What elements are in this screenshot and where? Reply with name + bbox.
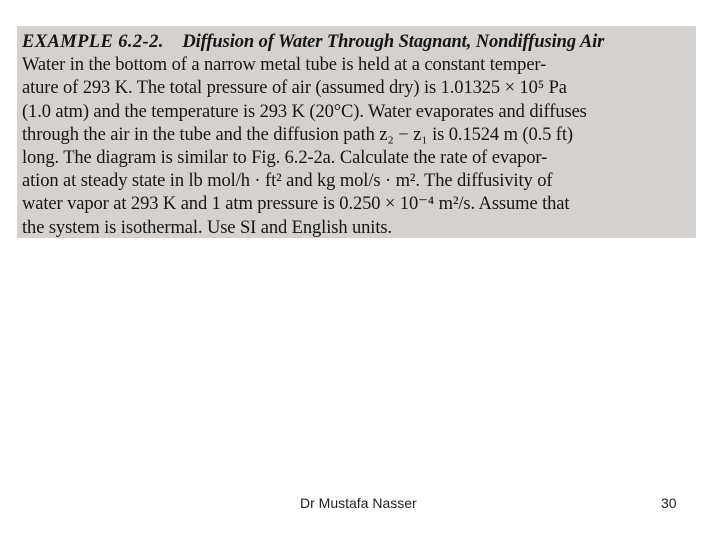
example-heading bbox=[22, 31, 692, 54]
example-text-line-4: through the air in the tube and the diffusion path z₂ − z₁ is 0.1524 m (0.5 ft) bbox=[22, 124, 573, 145]
example-text-line-2: ature of 293 K. The total pressure of air (assumed dry) is 1.01325 × 10⁵ Pa bbox=[22, 78, 567, 99]
footer-author: Dr Mustafa Nasser bbox=[300, 495, 417, 511]
page-number: 30 bbox=[661, 495, 677, 511]
example-title: Diffusion of Water Through Stagnant, Nondiffusing Air bbox=[182, 32, 605, 52]
example-text-line-3: (1.0 atm) and the temperature is 293 K (20°C). Water evaporates and diffuses bbox=[22, 101, 587, 122]
example-text-line-5: long. The diagram is similar to Fig. 6.2-2a. Calculate the rate of evapor- bbox=[22, 148, 548, 169]
example-text-line-8: the system is isothermal. Use SI and English units. bbox=[22, 217, 393, 238]
textbook-excerpt-image bbox=[17, 26, 696, 238]
example-label: EXAMPLE 6.2-2. bbox=[22, 32, 164, 52]
example-text-line-6: ation at steady state in lb mol/h · ft² and kg mol/s · m². The diffusivity of bbox=[22, 171, 553, 192]
example-text-line-7: water vapor at 293 K and 1 atm pressure is 0.250 × 10⁻⁴ m²/s. Assume that bbox=[22, 194, 570, 215]
example-text-line-1: Water in the bottom of a narrow metal tube is held at a constant temper- bbox=[22, 55, 547, 76]
